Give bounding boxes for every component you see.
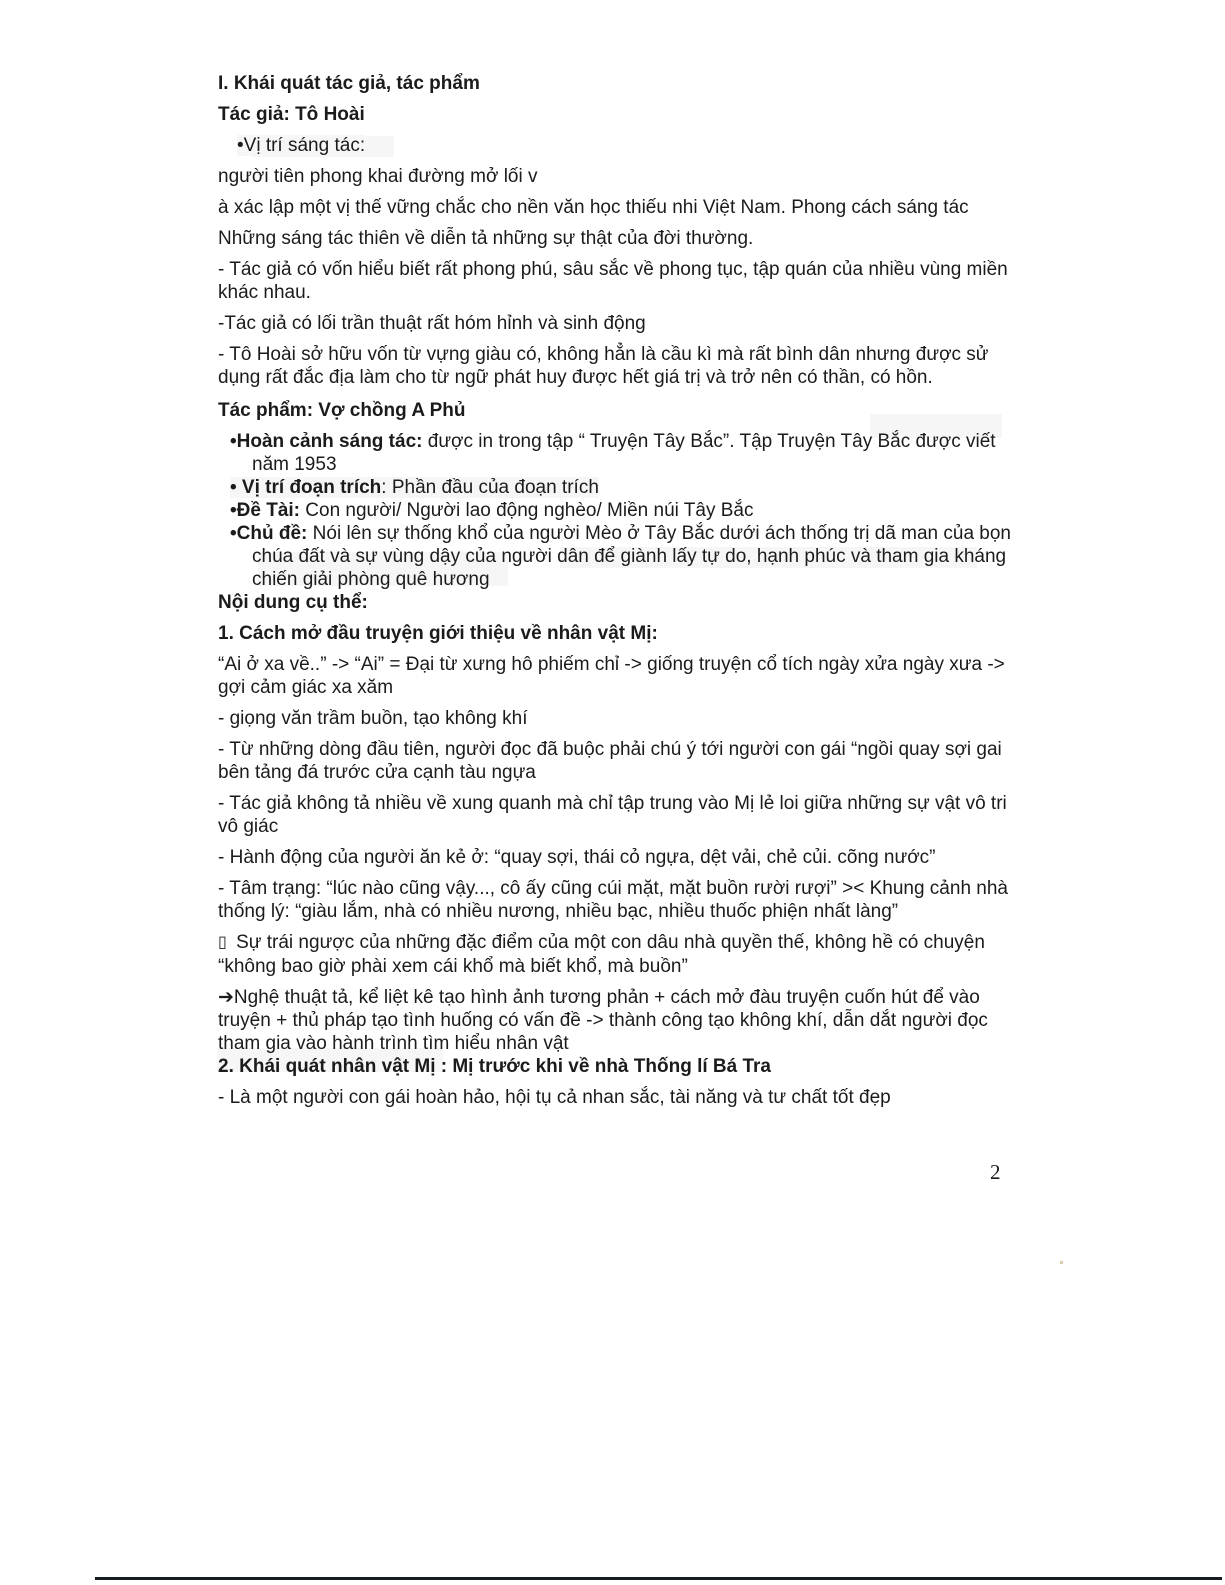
paragraph: Những sáng tác thiên về diễn tả những sự thật của đời thường. xyxy=(218,228,754,249)
work-heading: Tác phẩm: Vợ chồng A Phủ xyxy=(218,400,466,421)
paragraph: à xác lập một vị thế vững chắc cho nền văn học thiếu nhi Việt Nam. Phong cách sáng tác xyxy=(218,197,969,218)
paragraph: -Tác giả có lối trần thuật rất hóm hỉnh và sinh động xyxy=(218,313,646,334)
page-edge-line xyxy=(95,1577,1222,1580)
paragraph xyxy=(218,986,1018,1055)
section-1-heading: 1. Cách mở đầu truyện giới thiệu về nhân vật Mị: xyxy=(218,623,658,644)
bullet-label: •Hoàn cảnh sáng tác: xyxy=(230,431,423,452)
page-number: 2 xyxy=(990,1160,1001,1184)
author-bullet xyxy=(218,134,1018,157)
paragraph: “Ai ở xa về..” -> “Ai” = Đại từ xưng hô phiếm chỉ -> giống truyện cổ tích ngày xửa ngày xưa -> gợi cảm giác xa xăm xyxy=(218,654,1005,698)
content-heading: Nội dung cụ thể: xyxy=(218,592,368,613)
scan-speck xyxy=(1060,1261,1063,1264)
bullet-label: •Đề Tài: xyxy=(230,500,300,521)
document-body xyxy=(218,72,1018,1117)
paragraph: - Từ những dòng đầu tiên, người đọc đã buộc phải chú ý tới người con gái “ngồi quay sợi gai bên tảng đá trước cửa cạnh tàu ngựa xyxy=(218,739,1002,783)
paragraph: - Tác giả có vốn hiểu biết rất phong phú, sâu sắc về phong tục, tập quán của nhiều vùng miền khác nhau. xyxy=(218,259,1008,303)
bullet-item xyxy=(218,476,1018,499)
bullet-label: • Vị trí đoạn trích xyxy=(230,477,382,498)
author-heading: Tác giả: Tô Hoài xyxy=(218,104,365,125)
paragraph xyxy=(218,931,1018,978)
paragraph-text: Nghệ thuật tả, kể liệt kê tạo hình ảnh tương phản + cách mở đàu truyện cuốn hút để vào truyện + thủ pháp tạo tình huống có vấn đề -> thành công tạo không khí, dẫn dắt người đọc tham gia vào hành trình tìm hiểu nhân vật xyxy=(218,987,988,1054)
section-2-heading: 2. Khái quát nhân vật Mị : Mị trước khi về nhà Thống lí Bá Tra xyxy=(218,1056,772,1077)
paragraph: - giọng văn trầm buồn, tạo không khí xyxy=(218,708,528,729)
paragraph: người tiên phong khai đường mở lối v xyxy=(218,166,538,187)
bullet-text: được in trong tập “ Truyện Tây Bắc”. Tập Truyện Tây Bắc được viết năm 1953 xyxy=(252,431,996,475)
bullet-label: •Vị trí sáng tác: xyxy=(237,135,366,156)
paragraph: - Tác giả không tả nhiều về xung quanh mà chỉ tập trung vào Mị lẻ loi giữa những sự vật vô tri vô giác xyxy=(218,793,1007,837)
paragraph-text: Sự trái ngược của những đặc điểm của một con dâu nhà quyền thế, không hề có chuyện “không bao giờ phài xem cái khổ mà biết khổ, mà buồn” xyxy=(218,932,985,977)
missing-glyph-box-icon: ▯ xyxy=(218,934,227,951)
paragraph: - Hành động của người ăn kẻ ở: “quay sợi, thái cỏ ngựa, dệt vải, chẻ củi. cõng nước” xyxy=(218,847,936,868)
work-bullet-list xyxy=(218,430,1018,591)
paragraph: - Tô Hoài sở hữu vốn từ vựng giàu có, không hẳn là cầu kì mà rất bình dân nhưng được sử dụng rất đắc địa làm cho từ ngữ phát huy được hết giá trị và trở nên có thần, có hồn. xyxy=(218,344,989,388)
bullet-item xyxy=(218,430,1018,476)
bullet-item xyxy=(218,522,1018,591)
main-heading: I. Khái quát tác giả, tác phẩm xyxy=(218,73,480,94)
bullet-text: Nói lên sự thống khổ của người Mèo ở Tây Bắc dưới ách thống trị dã man của bọn chúa đất và sự vùng dậy của người dân để giành lấy tự do, hạnh phúc và tham gia kháng chiến giải phòng quê hương xyxy=(252,523,1011,590)
bullet-label: •Chủ đề: xyxy=(230,523,308,544)
bullet-text: : Phần đầu của đoạn trích xyxy=(381,477,599,498)
arrow-icon: ➔ xyxy=(218,987,234,1008)
paragraph: - Tâm trạng: “lúc nào cũng vậy..., cô ấy cũng cúi mặt, mặt buồn rười rượi” >< Khung cảnh nhà thống lý: “giàu lắm, nhà có nhiều nương, nhiều bạc, nhiều thuốc phiện nhất làng” xyxy=(218,878,1008,922)
paragraph: - Là một người con gái hoàn hảo, hội tụ cả nhan sắc, tài năng và tư chất tốt đẹp xyxy=(218,1087,891,1108)
bullet-item xyxy=(218,499,1018,522)
bullet-text: Con người/ Người lao động nghèo/ Miền núi Tây Bắc xyxy=(300,500,754,521)
